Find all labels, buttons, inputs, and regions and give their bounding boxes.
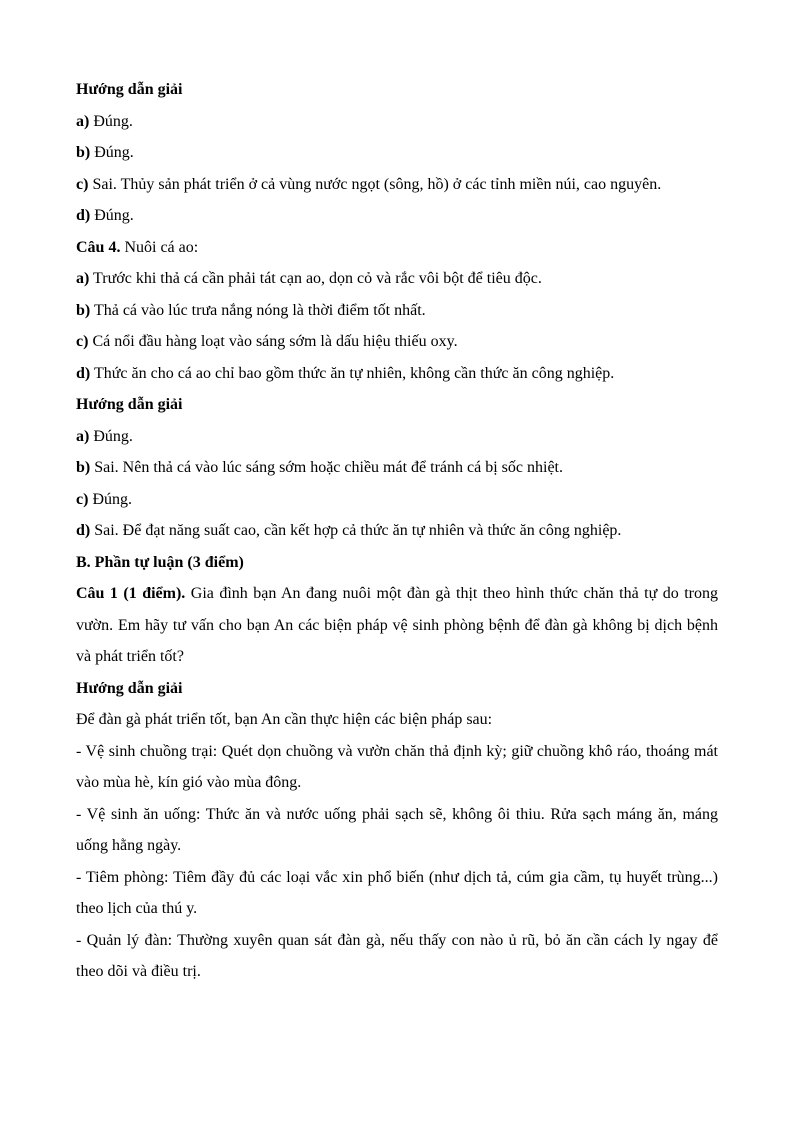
- answer-text: Sai. Để đạt năng suất cao, cần kết hợp cả thức ăn tự nhiên và thức ăn công nghiệp.: [90, 522, 622, 539]
- statement-b: [76, 295, 718, 327]
- answer-label: d): [76, 207, 91, 224]
- answer-c: [76, 169, 718, 201]
- statement-text: Thức ăn cho cá ao chỉ bao gồm thức ăn tự nhiên, không cần thức ăn công nghiệp.: [90, 364, 615, 382]
- answer-label: c): [76, 490, 89, 508]
- answer-a: [76, 421, 718, 453]
- answer-d: [76, 515, 718, 547]
- answer-text: Đúng.: [88, 490, 132, 508]
- answer-label: c): [76, 175, 89, 193]
- guide-heading: Hướng dẫn giải: [76, 396, 183, 413]
- measure-item: - Quản lý đàn: Thường xuyên quan sát đàn gà, nếu thấy con nào ủ rũ, bỏ ăn cần cách ly ngay để theo dõi và điều trị.: [76, 931, 718, 980]
- answer-text: Đúng.: [89, 427, 133, 445]
- statement-label: b): [76, 301, 91, 319]
- essay-question-1: [76, 578, 718, 673]
- measure-item: - Vệ sinh chuồng trại: Quét dọn chuồng và vườn chăn thả định kỳ; giữ chuồng khô ráo, thoáng mát vào mùa hè, kín gió vào mùa đông.: [76, 742, 718, 791]
- answer-a: [76, 106, 718, 138]
- answer-text: Đúng.: [90, 207, 134, 224]
- statement-d: [76, 358, 718, 390]
- question-label: Câu 4.: [76, 238, 121, 256]
- statement-label: c): [76, 333, 89, 350]
- statement-a: [76, 263, 718, 295]
- statement-text: Trước khi thả cá cần phải tát cạn ao, dọn cỏ và rắc vôi bột để tiêu độc.: [89, 270, 542, 287]
- measure-item: - Tiêm phòng: Tiêm đầy đủ các loại vắc xin phổ biến (như dịch tả, cúm gia cầm, tụ huyết trùng...) theo lịch của thú y.: [76, 868, 718, 917]
- guide-heading: Hướng dẫn giải: [76, 81, 183, 98]
- answer-label: a): [76, 112, 90, 130]
- answer-b: [76, 137, 718, 169]
- statement-label: d): [76, 364, 91, 382]
- statement-text: Thả cá vào lúc trưa nắng nóng là thời điểm tốt nhất.: [90, 301, 426, 319]
- answer-c: [76, 484, 718, 516]
- guide-intro: Để đàn gà phát triển tốt, bạn An cần thực hiện các biện pháp sau:: [76, 711, 493, 728]
- answer-text: Sai. Nên thả cá vào lúc sáng sớm hoặc chiều mát để tránh cá bị sốc nhiệt.: [90, 459, 563, 476]
- statement-text: Cá nổi đầu hàng loạt vào sáng sớm là dấu hiệu thiếu oxy.: [88, 333, 458, 350]
- question-4: [76, 232, 718, 264]
- statement-c: [76, 326, 718, 358]
- answer-text: Đúng.: [89, 112, 133, 130]
- measure-item: - Vệ sinh ăn uống: Thức ăn và nước uống phải sạch sẽ, không ôi thiu. Rửa sạch máng ăn, máng uống hằng ngày.: [76, 805, 718, 854]
- answer-label: d): [76, 522, 91, 539]
- answer-label: b): [76, 459, 91, 476]
- section-b-heading: B. Phần tự luận (3 điểm): [76, 553, 244, 571]
- answer-label: b): [76, 144, 91, 161]
- answer-b: [76, 452, 718, 484]
- statement-label: a): [76, 270, 90, 287]
- question-text: Gia đình bạn An đang nuôi một đàn gà thịt theo hình thức chăn thả tự do trong vườn. Em hãy tư vấn cho bạn An các biện pháp vệ sinh phòng bệnh để đàn gà không bị dịch bệnh và phát triển tốt?: [76, 585, 718, 665]
- answer-d: [76, 200, 718, 232]
- question-text: Nuôi cá ao:: [120, 238, 199, 256]
- answer-text: Sai. Thủy sản phát triển ở cả vùng nước ngọt (sông, hồ) ở các tỉnh miền núi, cao nguyên.: [88, 175, 662, 193]
- question-label: Câu 1 (1 điểm).: [76, 585, 186, 602]
- answer-label: a): [76, 427, 90, 445]
- document-page: [76, 74, 718, 988]
- answer-text: Đúng.: [90, 144, 134, 161]
- guide-heading: Hướng dẫn giải: [76, 679, 183, 697]
